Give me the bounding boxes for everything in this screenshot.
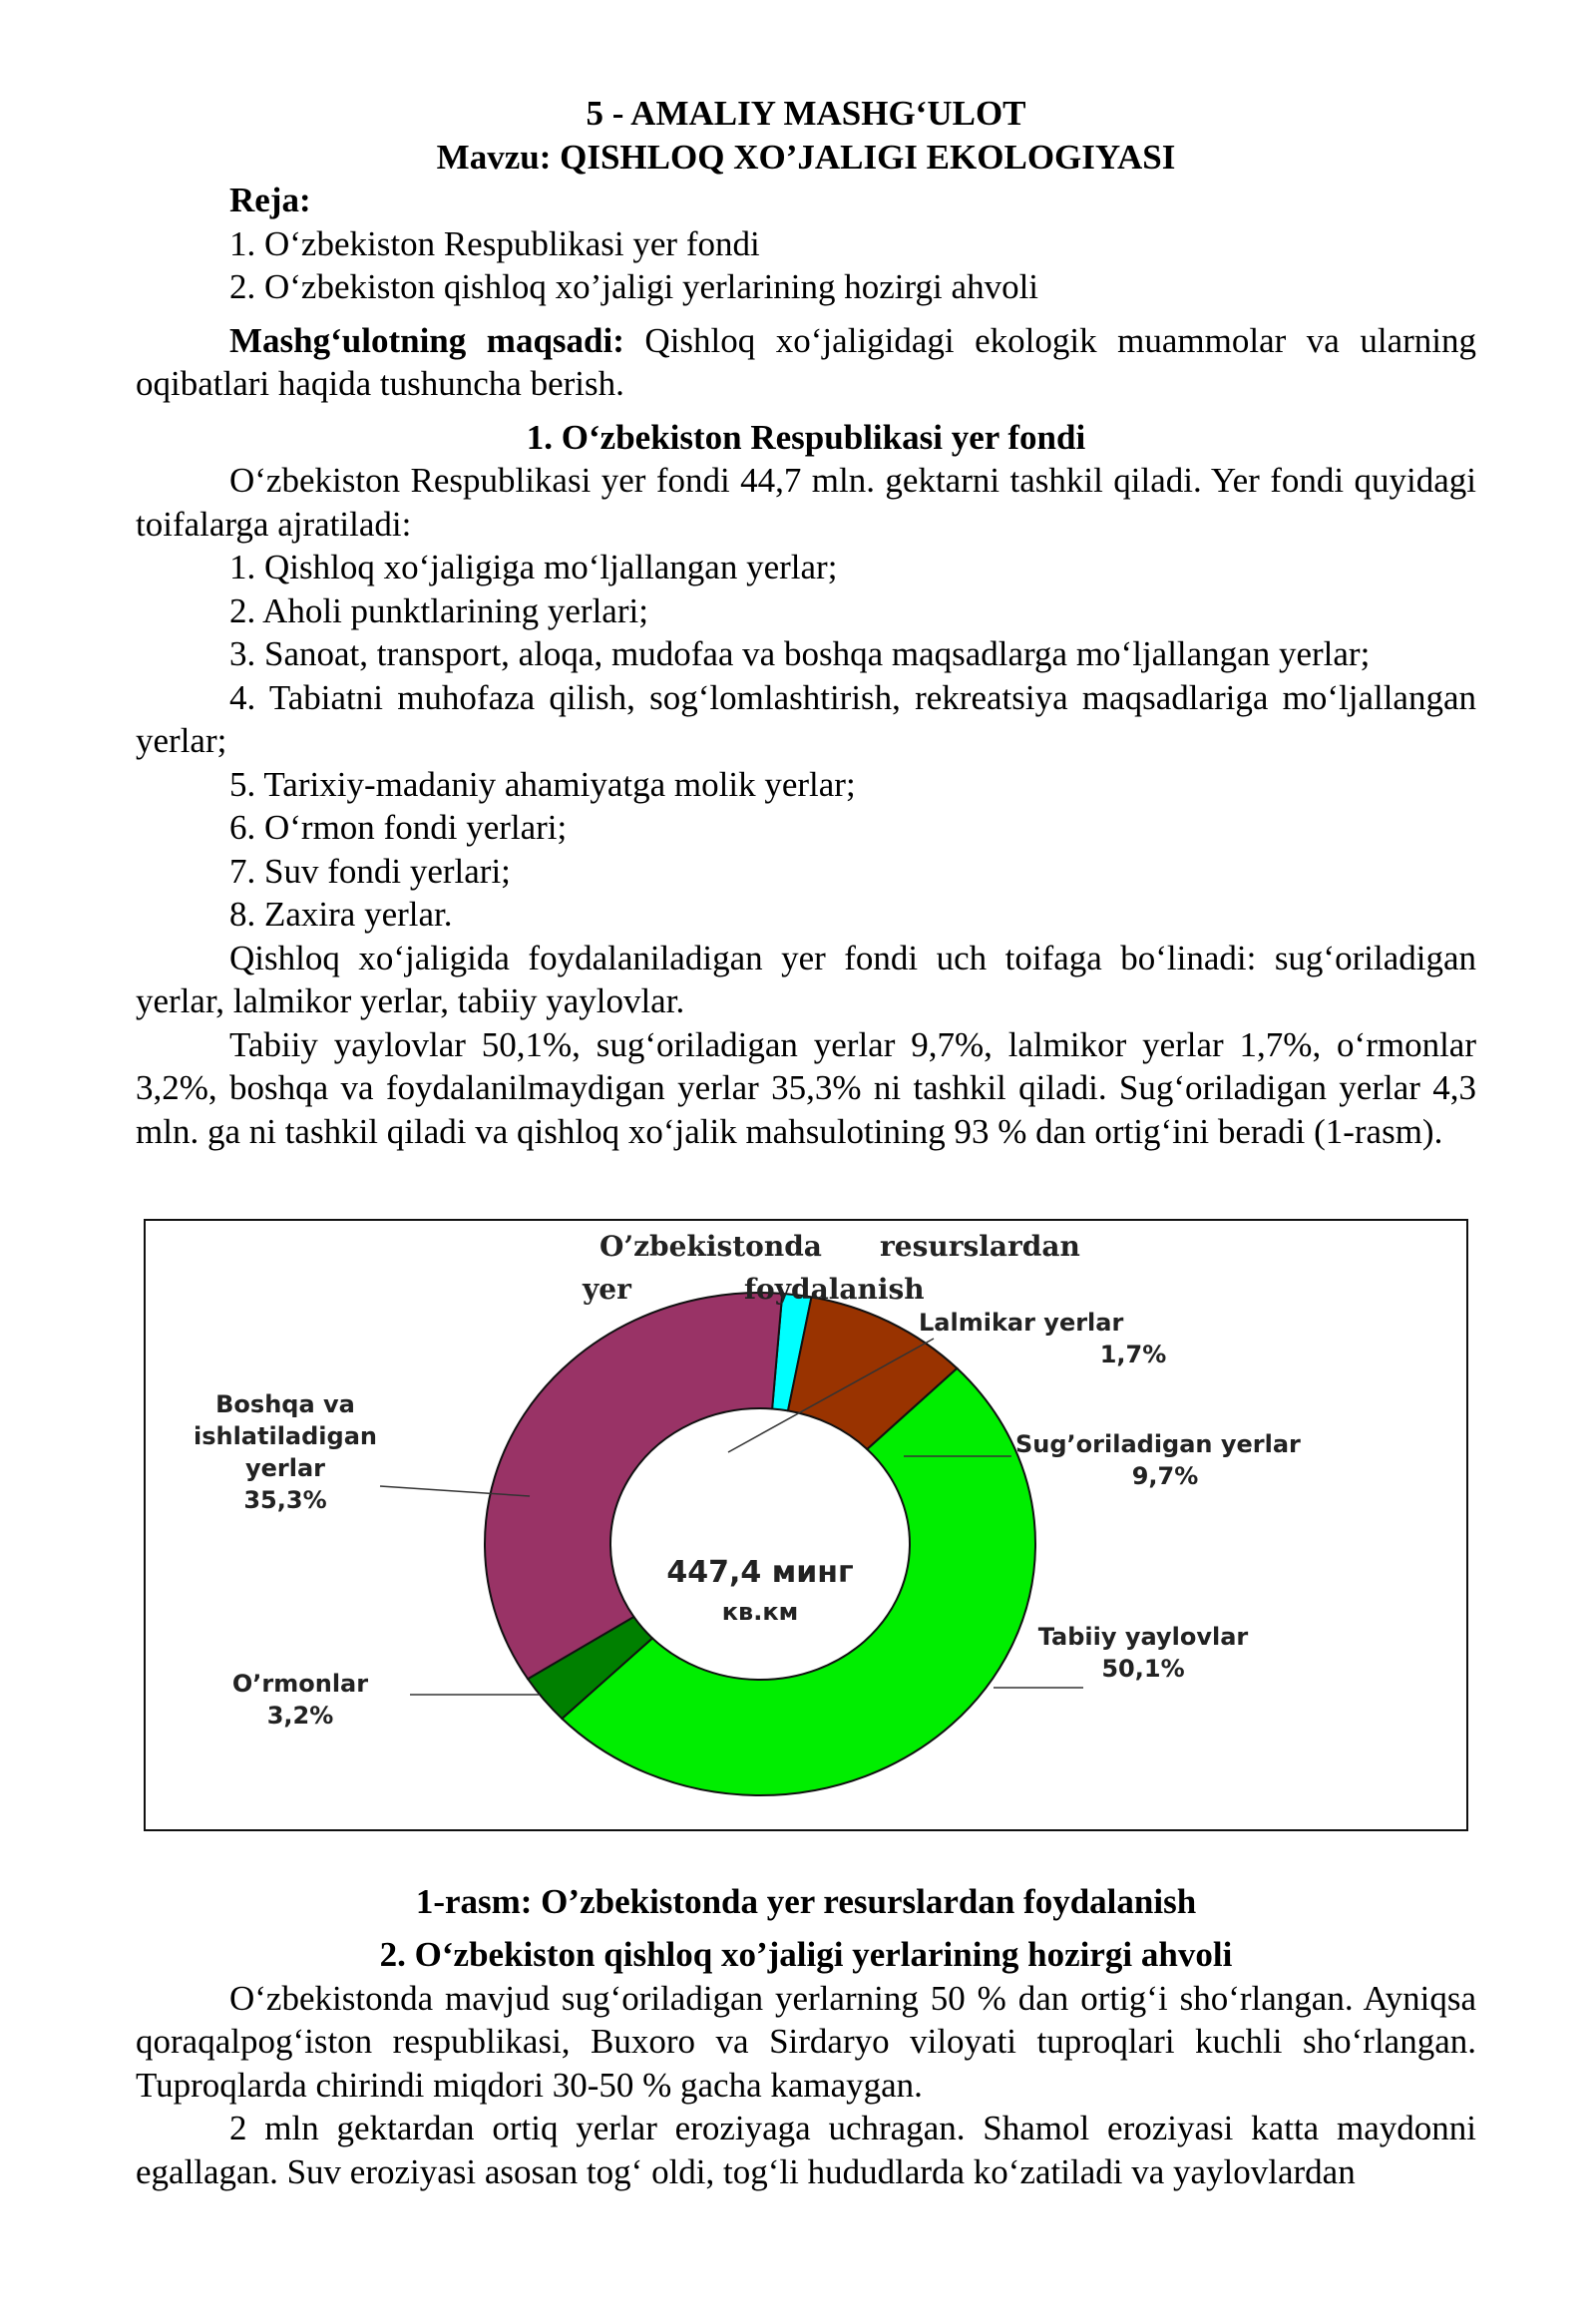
slice-name-label: Tabiiy yaylovlar xyxy=(1037,1623,1249,1651)
chart-title-word: resurslardan xyxy=(880,1230,1080,1263)
slice-name-label: Lalmikar yerlar xyxy=(919,1309,1124,1337)
plan-item: 1. O‘zbekiston Respublikasi yer fondi xyxy=(229,223,760,263)
chart-title-word: foydalanish xyxy=(744,1273,925,1306)
land-category-item: 5. Tarixiy-madaniy ahamiyatga molik yerlar; xyxy=(229,764,856,804)
land-category-item: 1. Qishloq xo‘jaligiga mo‘ljallangan yerlar; xyxy=(229,548,838,586)
document-title: 5 - AMALIY MASHG‘ULOT xyxy=(586,94,1026,133)
section1-paragraph: Tabiiy yaylovlar 50,1%, sug‘oriladigan yerlar 9,7%, lalmikor yerlar 1,7%, o‘rmonlar 3,2%, boshqa va foydalanilmaydigan yerlar 35,3% ni tashkil qiladi. Sug‘oriladigan yerlar 4,3 mln. ga ni tashkil qiladi va qishloq xo‘jalik mahsulotining 93 % dan ortig‘ini beradi (1-rasm). xyxy=(136,1024,1476,1151)
chart-title-word: O’zbekistonda xyxy=(599,1230,822,1263)
section2 xyxy=(136,1933,1476,2193)
slice-name-label: yerlar xyxy=(244,1454,326,1482)
land-category-item: 7. Suv fondi yerlari; xyxy=(229,851,511,891)
slice-percent-label: 35,3% xyxy=(243,1486,327,1514)
document-topic: Mavzu: QISHLOQ XO’JALIGI EKOLOGIYASI xyxy=(436,137,1176,177)
section2-paragraph: 2 mln gektardan ortiq yerlar eroziyaga uchragan. Shamol eroziyasi katta maydonni egallagan. Suv eroziyasi asosan tog‘ oldi, tog‘li hududlarda ko‘zatiladi va yaylovlardan xyxy=(136,2109,1476,2191)
land-category-item: 4. Tabiatni muhofaza qilish, sog‘lomlashtirish, rekreatsiya maqsadlariga mo‘ljallangan yerlar; xyxy=(136,677,1476,760)
chart-title-word: yer xyxy=(583,1273,631,1306)
section2-heading: 2. O‘zbekiston qishloq xo’jaligi yerlarining hozirgi ahvoli xyxy=(379,1935,1233,1974)
slice-percent-label: 3,2% xyxy=(266,1702,334,1730)
land-category-item: 2. Aholi punktlarining yerlari; xyxy=(229,590,648,630)
land-category-item: 6. O‘rmon fondi yerlari; xyxy=(229,808,568,847)
section1-heading: 1. O‘zbekiston Respublikasi yer fondi xyxy=(526,417,1086,457)
land-use-figure xyxy=(144,1219,1468,1831)
chart-center-value: 447,4 минг xyxy=(666,1555,854,1590)
land-category-item: 3. Sanoat, transport, aloqa, mudofaa va boshqa maqsadlarga mo‘ljallangan yerlar; xyxy=(229,634,1371,673)
slice-name-label: O’rmonlar xyxy=(231,1670,369,1698)
section1-paragraph: Qishloq xo‘jaligida foydalaniladigan yer fondi uch toifaga bo‘linadi: sug‘oriladigan yerlar, lalmikor yerlar, tabiiy yaylovlar. xyxy=(136,938,1476,1020)
goal-label: Mashg‘ulotning maqsadi: xyxy=(229,320,624,360)
slice-name-label: Sug’oriladigan yerlar xyxy=(1015,1430,1301,1458)
goal-paragraph xyxy=(136,319,1476,406)
plan-item: 2. O‘zbekiston qishloq xo’jaligi yerlarining hozirgi ahvoli xyxy=(229,267,1039,306)
section2-paragraph: O‘zbekistonda mavjud sug‘oriladigan yerlarning 50 % dan ortig‘i sho‘rlangan. Ayniqsa qoraqalpog‘iston respublikasi, Buxoro va Sirdaryo viloyati tuproqlari kuchli sho‘rlangan. Tuproqlarda chirindi miqdori 30-50 % gacha kamaygan. xyxy=(136,1978,1476,2105)
plan-label: Reja: xyxy=(229,181,311,219)
land-category-item: 8. Zaxira yerlar. xyxy=(229,895,453,934)
donut-chart xyxy=(146,1221,1466,1829)
figure-caption: 1-rasm: O’zbekistonda yer resurslardan foydalanish xyxy=(415,1882,1197,1921)
slice-name-label: ishlatiladigan xyxy=(193,1422,378,1450)
document-page xyxy=(136,92,1476,1153)
chart-center-unit: кв.км xyxy=(721,1598,799,1626)
section1-intro: O‘zbekiston Respublikasi yer fondi 44,7 mln. gektarni tashkil qiladi. Yer fondi quyidagi toifalarga ajratiladi: xyxy=(136,461,1476,544)
slice-percent-label: 1,7% xyxy=(1099,1341,1167,1368)
slice-percent-label: 9,7% xyxy=(1131,1462,1199,1490)
slice-percent-label: 50,1% xyxy=(1101,1655,1185,1683)
goal-text: Qishloq xo‘jaligidagi ekologik muammolar va ularning oqibatlari haqida tushuncha berish. xyxy=(136,320,1476,403)
slice-name-label: Boshqa va xyxy=(215,1390,355,1418)
